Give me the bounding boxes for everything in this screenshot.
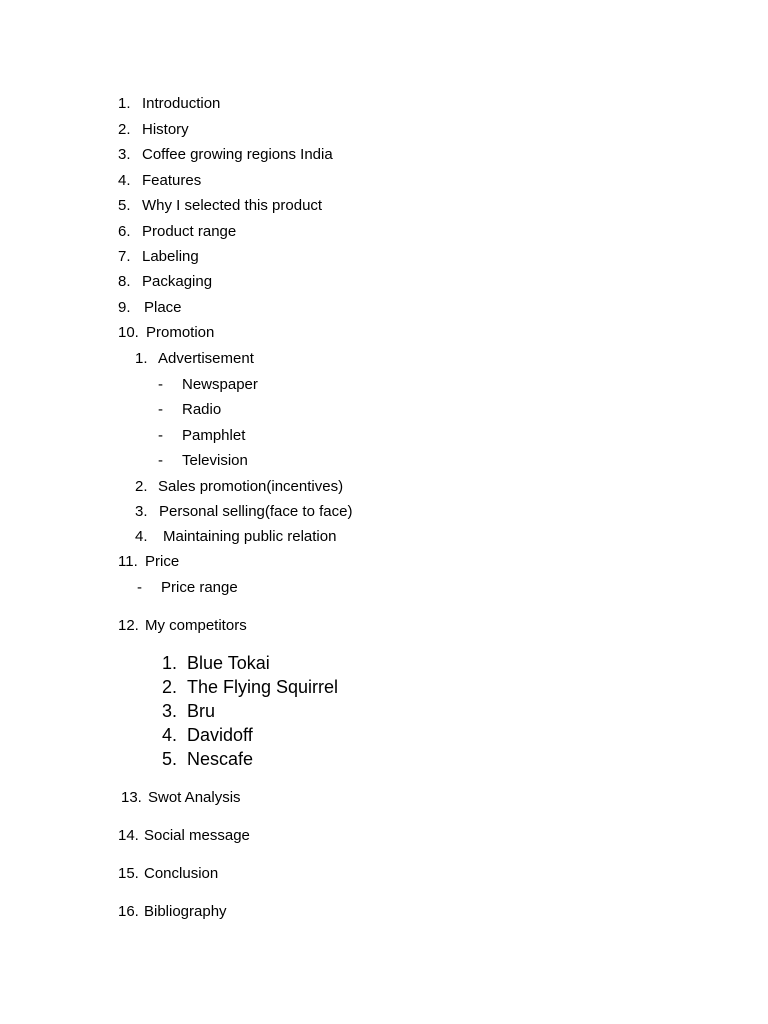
- toc-label: Coffee growing regions India: [142, 146, 333, 163]
- bullet-dash: -: [137, 579, 142, 596]
- toc-number: 13.: [121, 789, 142, 806]
- toc-number: 10.: [118, 324, 139, 341]
- toc-number: 16.: [118, 903, 139, 920]
- toc-number: 12.: [118, 617, 139, 634]
- competitor-label: Blue Tokai: [187, 653, 270, 673]
- bullet-dash: -: [158, 427, 163, 444]
- toc-label: Conclusion: [144, 865, 219, 882]
- bullet-label: Price range: [161, 579, 238, 596]
- toc-label: Introduction: [142, 95, 221, 112]
- toc-label: Product range: [142, 223, 237, 240]
- bullet-label: Pamphlet: [182, 427, 246, 444]
- toc-label: Place: [144, 299, 182, 316]
- toc-number: 6.: [118, 223, 131, 240]
- bullet-label: Television: [182, 452, 248, 469]
- competitor-label: Nescafe: [187, 749, 254, 769]
- toc-label: Promotion: [146, 324, 215, 341]
- sub-number: 2.: [135, 478, 148, 495]
- toc-label: Swot Analysis: [148, 789, 241, 806]
- toc-number: 4.: [118, 172, 131, 189]
- bullet-label: Radio: [182, 401, 222, 418]
- toc-label: History: [142, 121, 189, 138]
- competitor-number: 2.: [162, 677, 178, 697]
- sub-label: Maintaining public relation: [163, 528, 337, 545]
- sub-label: Personal selling(face to face): [159, 503, 353, 520]
- bullet-label: Newspaper: [182, 376, 258, 393]
- toc-number: 7.: [118, 248, 131, 265]
- bullet-dash: -: [158, 401, 163, 418]
- competitor-label: Davidoff: [187, 725, 253, 745]
- toc-label: Bibliography: [144, 903, 227, 920]
- toc-number: 3.: [118, 146, 131, 163]
- competitor-number: 3.: [162, 701, 178, 721]
- competitor-number: 1.: [162, 653, 178, 673]
- toc-label: Labeling: [142, 248, 199, 265]
- bullet-dash: -: [158, 452, 163, 469]
- toc-number: 1.: [118, 95, 131, 112]
- toc-number: 9.: [118, 299, 131, 316]
- toc-label: My competitors: [145, 617, 247, 634]
- sub-number: 4.: [135, 528, 148, 545]
- toc-number: 14.: [118, 827, 139, 844]
- competitor-label: The Flying Squirrel: [187, 677, 339, 697]
- toc-number: 8.: [118, 273, 131, 290]
- sub-label: Advertisement: [158, 350, 254, 367]
- sub-number: 3.: [135, 503, 148, 520]
- toc-number: 11.: [118, 553, 138, 570]
- toc-number: 2.: [118, 121, 131, 138]
- toc-label: Features: [142, 172, 202, 189]
- competitor-number: 4.: [162, 725, 178, 745]
- toc-label: Why I selected this product: [142, 197, 323, 214]
- competitor-label: Bru: [187, 701, 216, 721]
- sub-number: 1.: [135, 350, 148, 367]
- toc-number: 15.: [118, 865, 139, 882]
- sub-label: Sales promotion(incentives): [158, 478, 344, 495]
- toc-number: 5.: [118, 197, 131, 214]
- toc-label: Social message: [144, 827, 250, 844]
- bullet-dash: -: [158, 376, 163, 393]
- toc-label: Price: [145, 553, 180, 570]
- competitor-number: 5.: [162, 749, 178, 769]
- toc-label: Packaging: [142, 273, 213, 290]
